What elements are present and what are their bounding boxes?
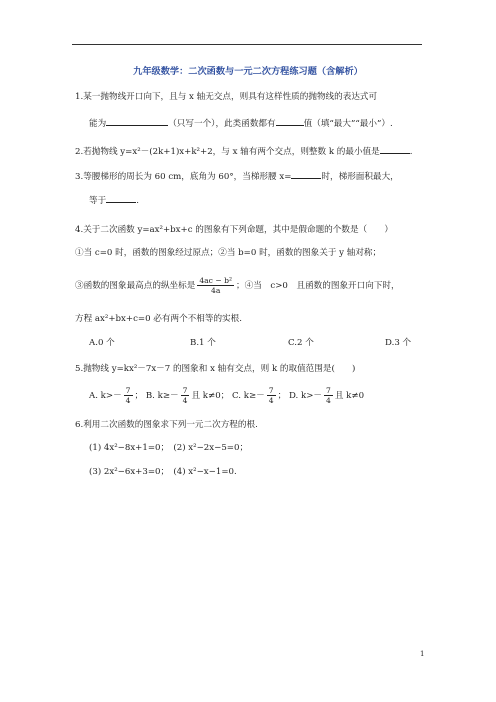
q5-option-b[interactable]: B. k≥－ $\frac{7}{4}$ 且 k≠0； <box>145 386 230 405</box>
q3-blank-x[interactable] <box>291 170 321 179</box>
q3-blank-area[interactable] <box>106 194 136 203</box>
q3-text-1: 3.等腰梯形的周长为 60 cm，底角为 60°，当梯形腰 x= <box>75 172 292 182</box>
q3-line-1 <box>75 170 399 183</box>
q5-fraction-a: $\frac{7}{4}$ <box>125 386 131 405</box>
q4-statements-3-4 <box>75 276 400 295</box>
q4-stem: 4.关于二次函数 y=ax²+bx+c 的图象有下列命题，其中是假命题的个数是（ ） <box>75 225 393 235</box>
q1-line-1: 1.某一抛物线开口向下，且与 x 轴无交点，则具有这样性质的抛物线的表达式可 <box>75 92 378 102</box>
q1-text-3: 值（填“最大”“最小”）. <box>303 119 393 129</box>
q2-text-2: . <box>409 147 413 157</box>
q5-fraction-c: $\frac{7}{4}$ <box>268 386 274 405</box>
q3-text-4: . <box>136 196 139 206</box>
q4-option-b[interactable]: B.1 个 <box>190 338 216 348</box>
q5-fraction-b: $\frac{7}{4}$ <box>182 386 188 405</box>
q3-text-3: 等于 <box>89 196 107 206</box>
q2-line <box>75 145 412 158</box>
q4-text-3: ③函数的图象最高点的纵坐标是 <box>75 281 196 291</box>
q1-blank-expression[interactable] <box>106 117 168 126</box>
q4-fraction-numerator: 4ac − b² <box>199 276 233 285</box>
q5-option-c[interactable]: C. k≥－ $\frac{7}{4}$ ； <box>232 386 287 405</box>
q4-statement-4-cont: 方程 ax²+bx+c=0 必有两个不相等的实根. <box>75 314 242 324</box>
q5-stem: 5.抛物线 y=kx²－7x－7 的图象和 x 轴有交点，则 k 的取值范围是( ) <box>75 364 356 374</box>
q4-option-c[interactable]: C.2 个 <box>288 338 314 348</box>
q4-option-d[interactable]: D.3 个 <box>385 338 412 348</box>
header-rule <box>72 44 422 45</box>
q2-blank[interactable] <box>380 145 410 154</box>
q6-equations-row-2: (3) 2x²−6x+3=0； (4) x²−x−1=0. <box>89 467 237 477</box>
q5-fraction-d: $\frac{7}{4}$ <box>326 386 331 405</box>
q5-options <box>89 386 364 405</box>
page-number: 1 <box>420 650 425 658</box>
q3-text-2: 时，梯形面积最大， <box>321 172 399 182</box>
q4-option-a[interactable]: A.0 个 <box>89 338 115 348</box>
q6-stem: 6.利用二次函数的图象求下列一元二次方程的根. <box>75 420 258 430</box>
q4-fraction-denominator: 4a <box>211 286 221 295</box>
q5-option-d[interactable]: D. k>－ $\frac{7}{4}$ 且 k≠0 <box>288 386 365 405</box>
q1-blank-extremum[interactable] <box>276 117 304 126</box>
q1-text-1: 能为 <box>89 119 107 129</box>
q1-text-2: （只写一个），此类函数都有 <box>168 119 276 129</box>
q5-option-a[interactable]: A. k>－ $\frac{7}{4}$ ； <box>89 386 144 405</box>
q4-fraction <box>197 276 234 295</box>
q1-line-2 <box>89 117 393 130</box>
q2-text-1: 2.若抛物线 y=x²－(2k+1)x+k²+2，与 x 轴有两个交点，则整数 k 的最小值是 <box>75 147 380 157</box>
page-title: 九年级数学：二次函数与一元二次方程练习题（含解析） <box>133 66 363 77</box>
q4-statements-1-2: ①当 c=0 时，函数的图象经过原点；②当 b=0 时，函数的图象关于 y 轴对称； <box>75 248 382 258</box>
q6-equations-row-1: (1) 4x²−8x+1=0； (2) x²−2x−5=0； <box>89 443 249 453</box>
q4-text-4: ；④当 c>0 且函数的图象开口向下时， <box>236 281 400 291</box>
q3-line-2 <box>89 194 139 207</box>
